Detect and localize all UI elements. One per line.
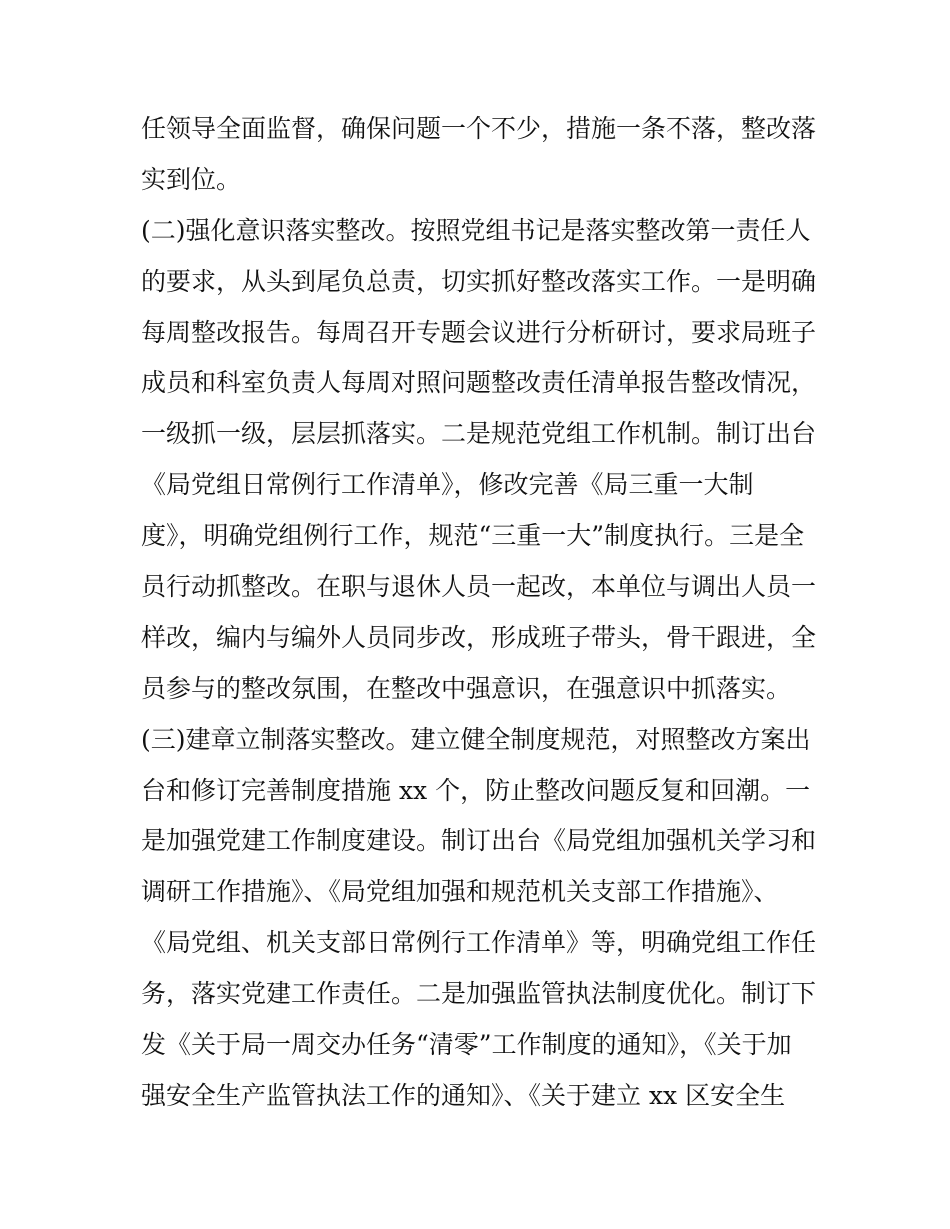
text-line: 务，落实党建工作责任。二是加强监管执法制度优化。制订下 xyxy=(141,979,817,1009)
text-line: 调研工作措施》、《局党组加强和规范机关支部工作措施》、 xyxy=(141,877,779,907)
section-heading-line: (三)建章立制落实整改。建立健全制度规范，对照整改方案出 xyxy=(141,724,811,754)
text-line: 员参与的整改氛围，在整改中强意识，在强意识中抓落实。 xyxy=(141,673,792,703)
text-line: 任领导全面监督，确保问题一个不少，措施一条不落，整改落 xyxy=(141,114,817,143)
text-line: 强安全生产监管执法工作的通知》、《关于建立 xx 区安全生 xyxy=(141,1080,786,1110)
text-line: 台和修订完善制度措施 xx 个，防止整改问题反复和回潮。一 xyxy=(141,775,811,805)
text-line: 的要求，从头到尾负总责，切实抓好整改落实工作。一是明确 xyxy=(141,266,817,296)
text-line: 度》，明确党组例行工作，规范“三重一大”制度执行。三是全 xyxy=(141,521,805,551)
section-heading-line: (二)强化意识落实整改。按照党组书记是落实整改第一责任人 xyxy=(141,215,811,245)
text-line: 是加强党建工作制度建设。制订出台《局党组加强机关学习和 xyxy=(141,826,817,856)
text-line: 成员和科室负责人每周对照问题整改责任清单报告整改情况， xyxy=(141,368,817,398)
text-line: 一级抓一级，层层抓落实。二是规范党组工作机制。制订出台 xyxy=(141,419,817,449)
text-line: 每周整改报告。每周召开专题会议进行分析研讨，要求局班子 xyxy=(141,317,817,347)
text-line: 实到位。 xyxy=(141,164,242,194)
text-line: 《局党组、机关支部日常例行工作清单》等，明确党组工作任 xyxy=(141,928,817,958)
text-line: 发《关于局一周交办任务“清零”工作制度的通知》，《关于加 xyxy=(141,1030,792,1060)
text-line: 《局党组日常例行工作清单》，修改完善《局三重一大制 xyxy=(141,470,754,500)
text-line: 员行动抓整改。在职与退休人员一起改，本单位与调出人员一 xyxy=(141,572,817,602)
document-body xyxy=(141,104,821,1122)
text-line: 样改，编内与编外人员同步改，形成班子带头，骨干跟进，全 xyxy=(141,622,817,652)
